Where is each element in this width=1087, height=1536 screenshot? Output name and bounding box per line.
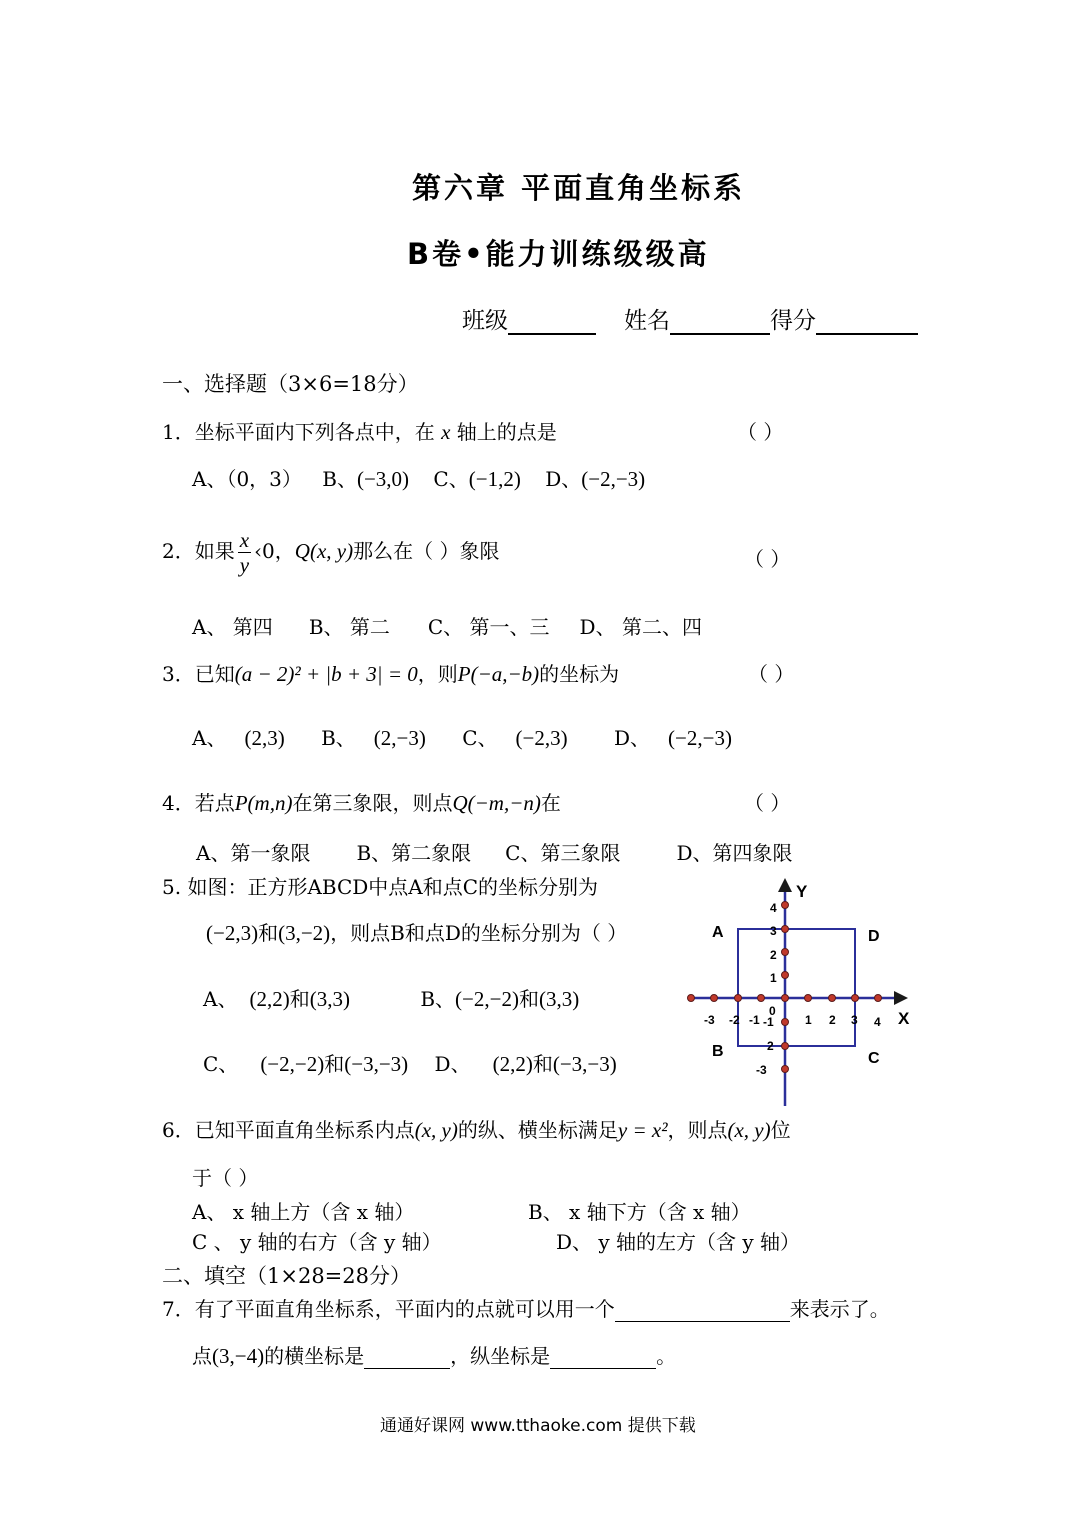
question-7-line-1	[162, 1293, 890, 1322]
q1-option-c[interactable]: (−1,2)	[468, 467, 521, 491]
x-point	[735, 995, 742, 1002]
question-7-line-2	[192, 1340, 676, 1369]
q6-option-a[interactable]: A、 x 轴上方（含 x 轴）	[192, 1200, 415, 1224]
x-tick-label: 3	[851, 1013, 858, 1027]
q4-answer-paren[interactable]: （ ）	[744, 791, 791, 815]
x-point	[805, 995, 812, 1002]
y-point	[782, 949, 789, 956]
footer-text: 通通好课网 www.tthaoke.com 提供下载	[380, 1416, 696, 1436]
score-label: 得分	[770, 308, 816, 334]
section-2-heading: 二、填空（1×28=28分）	[162, 1264, 411, 1288]
q2-option-d[interactable]: D、 第二、四	[579, 615, 702, 639]
q2-option-b[interactable]: B、 第二	[308, 615, 390, 639]
q3-option-d-label: D、	[613, 726, 651, 750]
q6-option-d[interactable]: D、 y 轴的左方（含 y 轴）	[556, 1230, 801, 1254]
y-point	[782, 1019, 789, 1026]
x-tick-label: 4	[874, 1015, 881, 1029]
corner-c-label: C	[868, 1050, 880, 1067]
q3-stem-c: 的坐标为	[539, 662, 620, 686]
q5-coord-c: (3,−2)	[278, 921, 331, 945]
q6-stem: 6．已知平面直角坐标系内点	[162, 1118, 415, 1142]
q4-option-a[interactable]: A、第一象限	[196, 841, 311, 865]
y-tick-label: 4	[770, 901, 777, 915]
q2-stem-b: ‹0，	[254, 539, 295, 563]
x-tick-label: 1	[805, 1013, 812, 1027]
x-point	[758, 995, 765, 1002]
q1-stem: 1．坐标平面内下列各点中，在	[162, 420, 435, 444]
class-blank[interactable]	[508, 311, 596, 335]
q5-coordinate-figure	[680, 870, 920, 1115]
y-point	[782, 902, 789, 909]
q2-stem: 2．如果	[162, 539, 235, 563]
q2-point: Q(x, y)	[294, 539, 354, 563]
q5-option-a-1[interactable]: (2,2)	[249, 987, 290, 1011]
y-tick-label: 2	[770, 948, 777, 962]
q5-options-ab	[203, 983, 579, 1012]
corner-b-label: B	[712, 1043, 724, 1060]
y-tick-label: 1	[770, 971, 777, 985]
q2-option-c[interactable]: C、 第一、三	[427, 615, 550, 639]
x-axis-arrow-icon	[894, 991, 908, 1005]
q4-point-q: Q(−m,−n)	[452, 791, 541, 815]
q4-point-p: P(m,n)	[234, 791, 293, 815]
q7-x-label: 的横坐标是	[264, 1344, 365, 1368]
q3-option-b[interactable]: (2,−3)	[373, 726, 426, 750]
page-title: 第六章 平面直角坐标系	[412, 171, 746, 205]
q5-options-cd	[203, 1048, 617, 1077]
question-1	[162, 416, 557, 445]
q6-stem-b: 的纵、横坐标满足	[457, 1118, 618, 1142]
page-subtitle: B卷•能力训练级级高	[407, 237, 710, 271]
q1-option-c-label: C、	[433, 467, 469, 491]
x-point	[711, 995, 718, 1002]
q5-option-a-label: A、	[203, 987, 238, 1011]
x-point	[875, 995, 882, 1002]
y-point	[782, 1043, 789, 1050]
corner-a-label: A	[712, 924, 724, 941]
x-tick-label: -3	[704, 1013, 715, 1027]
q6-option-c[interactable]: C 、 y 轴的右方（含 y 轴）	[192, 1230, 442, 1254]
q3-stem: 3．已知	[162, 662, 235, 686]
q3-answer-paren[interactable]: （ ）	[748, 662, 795, 686]
q6-stem-c: ，则点	[667, 1118, 728, 1142]
question-4	[162, 787, 561, 816]
q3-stem-b: ，则	[417, 662, 458, 686]
q1-answer-paren[interactable]: （ ）	[737, 420, 784, 444]
question-3	[162, 658, 619, 687]
q6-stem-d: 位	[770, 1118, 791, 1142]
q3-expression: (a − 2)² + |b + 3| = 0	[234, 662, 418, 686]
q3-point: P(−a,−b)	[457, 662, 540, 686]
x-point	[782, 995, 789, 1002]
q3-option-d[interactable]: (−2,−3)	[668, 726, 732, 750]
y-point	[782, 1066, 789, 1073]
question-6	[162, 1114, 791, 1143]
q7-point-label: 点	[192, 1344, 212, 1368]
y-tick-label: 2	[767, 1039, 774, 1053]
q5-option-b-and: 和	[518, 987, 539, 1011]
q6-equation: y = x²	[617, 1118, 668, 1142]
y-tick-label: -3	[756, 1063, 767, 1077]
q3-option-c-label: C、	[462, 726, 498, 750]
x-tick-label: -1	[749, 1013, 760, 1027]
q3-option-c[interactable]: (−2,3)	[515, 726, 568, 750]
q4-options	[196, 837, 793, 866]
name-label: 姓名	[624, 308, 670, 334]
q4-option-d[interactable]: D、第四象限	[676, 841, 793, 865]
q4-option-c[interactable]: C、第三象限	[505, 841, 621, 865]
q6-option-b[interactable]: B、 x 轴下方（含 x 轴）	[528, 1200, 751, 1224]
q5-stem-b: ，则点B和点D的坐标分别为（ ）	[330, 921, 628, 945]
y-tick-label: -1	[763, 1015, 774, 1029]
q7-blank-1[interactable]	[615, 1301, 790, 1322]
q5-given-coords	[206, 917, 627, 946]
q2-stem-c: 那么在（ ）象限	[353, 539, 500, 563]
q2-fraction	[238, 528, 251, 577]
q1-options	[192, 463, 645, 492]
q3-option-a-label: A、	[192, 726, 227, 750]
q7-stem: 7．有了平面直角坐标系，平面内的点就可以用一个	[162, 1297, 615, 1321]
q5-option-b-label: B、	[420, 987, 456, 1011]
q6-stem-continued[interactable]: 于（ ）	[192, 1166, 259, 1190]
x-point	[688, 995, 695, 1002]
q5-option-c-2[interactable]: (−3,−3)	[344, 1052, 409, 1076]
x-tick-labels	[704, 1013, 881, 1029]
q5-coord-a: (−2,3)	[206, 921, 259, 945]
q7-y-label: ，纵坐标是	[450, 1344, 551, 1368]
y-axis-arrow-icon	[778, 878, 792, 892]
y-point	[782, 972, 789, 979]
q7-blank-y[interactable]	[550, 1348, 656, 1369]
q6-point-2: (x, y)	[727, 1118, 771, 1142]
class-label: 班级	[462, 308, 508, 334]
q3-options	[192, 722, 732, 751]
q1-option-d-label: D、	[545, 467, 582, 491]
question-5: 5. 如图：正方形ABCD中点A和点C的坐标分别为	[162, 875, 599, 899]
q1-stem-end: 轴上的点是	[456, 420, 557, 444]
q1-var: x	[441, 420, 451, 444]
y-tick-label: 3	[770, 924, 777, 938]
q5-option-d-and: 和	[532, 1052, 553, 1076]
x-axis-points	[688, 995, 882, 1002]
q2-frac-den: y	[239, 553, 250, 577]
q4-stem-b: 在第三象限，则点	[292, 791, 453, 815]
q5-option-a-2[interactable]: (3,3)	[309, 987, 350, 1011]
x-point	[852, 995, 859, 1002]
q1-option-b-label: B、	[322, 467, 357, 491]
q5-option-b-2[interactable]: (3,3)	[538, 987, 580, 1011]
q5-option-c-label: C、	[203, 1052, 239, 1076]
q5-and: 和	[258, 921, 279, 945]
q5-option-b-1[interactable]: (−2,−2)	[455, 987, 519, 1011]
q6-point: (x, y)	[414, 1118, 458, 1142]
x-axis-label: X	[898, 1009, 910, 1028]
y-tick-labels	[756, 901, 777, 1077]
q1-option-a[interactable]: A、（0，3）	[192, 467, 302, 491]
q2-options	[192, 611, 702, 640]
q7-stem-end: 来表示了。	[789, 1297, 890, 1321]
student-info	[462, 302, 918, 335]
q7-end: 。	[656, 1344, 677, 1368]
q4-stem-c: 在	[540, 791, 561, 815]
q2-answer-paren[interactable]: （ ）	[744, 547, 791, 571]
q3-option-a[interactable]: (2,3)	[244, 726, 285, 750]
q5-option-d-2[interactable]: (−3,−3)	[552, 1052, 617, 1076]
q3-option-b-label: B、	[321, 726, 356, 750]
square-abcd	[738, 929, 855, 1046]
q7-point: (3,−4)	[212, 1344, 265, 1368]
y-point	[782, 926, 789, 933]
q2-frac-num: x	[239, 528, 250, 552]
q1-option-d[interactable]: (−2,−3)	[581, 467, 646, 491]
x-tick-label: 2	[829, 1013, 836, 1027]
x-tick-label: -2	[729, 1013, 740, 1027]
score-blank[interactable]	[816, 311, 918, 335]
q2-option-a[interactable]: A、 第四	[192, 615, 273, 639]
section-1-heading: 一、选择题（3×6=18分）	[162, 372, 419, 396]
q4-option-b[interactable]: B、第二象限	[356, 841, 472, 865]
q1-option-b[interactable]: (−3,0)	[356, 467, 410, 491]
corner-d-label: D	[868, 928, 880, 945]
q5-option-c-1[interactable]: (−2,−2)	[260, 1052, 325, 1076]
name-blank[interactable]	[670, 311, 770, 335]
q4-stem: 4．若点	[162, 791, 235, 815]
x-point	[829, 995, 836, 1002]
q7-blank-x[interactable]	[364, 1348, 450, 1369]
origin-label: 0	[769, 1004, 776, 1018]
question-2	[162, 528, 499, 577]
q5-option-a-and: 和	[289, 987, 310, 1011]
y-axis-label: Y	[796, 882, 808, 901]
q5-option-d-label: D、	[434, 1052, 471, 1076]
q5-option-c-and: 和	[324, 1052, 345, 1076]
q5-option-d-1[interactable]: (2,2)	[492, 1052, 533, 1076]
